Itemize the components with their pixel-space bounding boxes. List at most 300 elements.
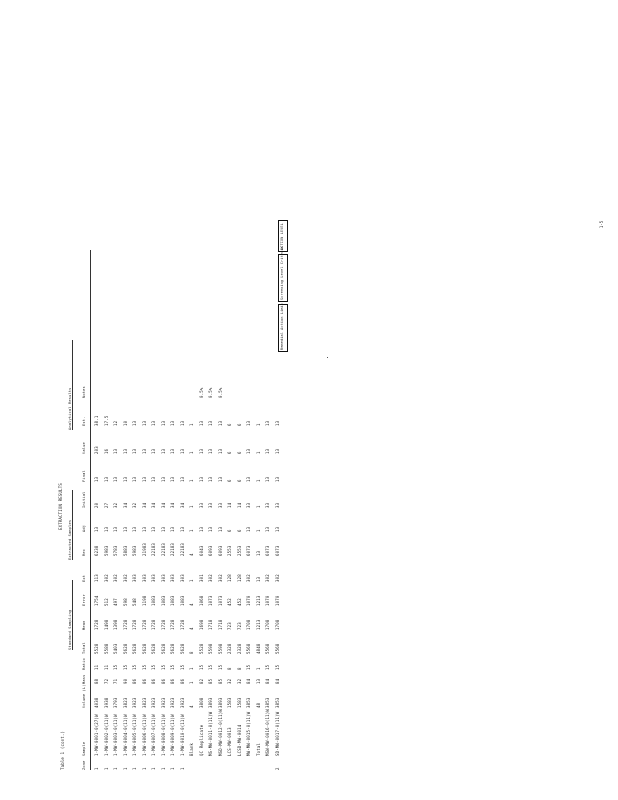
table-cell: 302 bbox=[103, 574, 109, 582]
table-cell: 13 bbox=[170, 420, 175, 426]
table-cell: 1728 bbox=[141, 619, 147, 630]
table-cell: 1 bbox=[122, 767, 128, 770]
table-cell: 13 bbox=[132, 476, 137, 482]
table-cell: 13 bbox=[170, 526, 175, 532]
table-cell: 1728 bbox=[122, 619, 128, 630]
table-cell: 1-MW-0007-0(11)W bbox=[151, 714, 156, 756]
table-cell: 15 bbox=[274, 664, 280, 670]
table-cell: 4038 bbox=[94, 697, 99, 708]
table-cell: 303 bbox=[179, 574, 185, 582]
table-cell: 1073 bbox=[217, 595, 223, 606]
table-cell: 84 bbox=[274, 678, 280, 684]
table-cell: 32 bbox=[113, 502, 118, 508]
table-cell: 33 bbox=[208, 502, 213, 508]
table-cell: 11 bbox=[94, 664, 99, 670]
table-cell: 6 bbox=[227, 451, 232, 454]
table-cell: 6073 bbox=[246, 545, 251, 556]
group-header-c: Analytical Results bbox=[68, 340, 73, 430]
table-cell: 13 bbox=[198, 420, 204, 426]
table-cell: 13 bbox=[274, 476, 280, 482]
table-cell: 723 bbox=[236, 622, 242, 630]
table-cell: 14 bbox=[227, 502, 232, 508]
table-cell: 3923 bbox=[132, 697, 137, 708]
table-cell: 302 bbox=[217, 574, 223, 582]
table-cell: 15 bbox=[151, 664, 156, 670]
table-cell: 8 bbox=[189, 651, 194, 654]
table-cell: 27 bbox=[103, 502, 109, 508]
table-cell: 5403 bbox=[113, 643, 118, 654]
table-cell: 1-MW-0008-0(11)W bbox=[160, 714, 166, 756]
table-cell: 1 bbox=[189, 423, 194, 426]
table-cell: 13 bbox=[217, 448, 223, 454]
table-cell: 13 bbox=[160, 476, 166, 482]
table-cell: 1 bbox=[255, 505, 261, 508]
table-cell: 512 bbox=[103, 598, 109, 606]
table-cell: 13 bbox=[274, 420, 280, 426]
column-header: Sample bbox=[82, 741, 86, 756]
table-cell: MW-MW-0015-0(11)W bbox=[246, 711, 251, 756]
table-cell: 13 bbox=[246, 476, 251, 482]
table-cell: 0.5% bbox=[217, 387, 223, 398]
table-cell: 17.5 bbox=[103, 415, 109, 426]
table-cell: 13 bbox=[255, 678, 261, 684]
table-cell: 128 bbox=[236, 574, 242, 582]
table-cell: 2 bbox=[274, 767, 280, 770]
table-cell: 598 bbox=[122, 598, 128, 606]
table-cell: 13 bbox=[274, 526, 280, 532]
table-cell: 6 bbox=[227, 479, 232, 482]
table-cell: 1 bbox=[189, 579, 194, 582]
table-cell: 1728 bbox=[179, 619, 185, 630]
table-cell: 15 bbox=[122, 664, 128, 670]
table-cell: 3823 bbox=[122, 697, 128, 708]
rotated-table bbox=[60, 210, 320, 770]
column-header: Ext bbox=[82, 574, 86, 582]
table-cell: 303 bbox=[151, 574, 156, 582]
table-cell: 13 bbox=[265, 448, 270, 454]
table-cell: 5628 bbox=[179, 643, 185, 654]
table-cell: 2328 bbox=[236, 643, 242, 654]
table-cell: 8 bbox=[236, 667, 242, 670]
table-cell: 1718 bbox=[208, 619, 213, 630]
column-header: Est. bbox=[82, 416, 86, 426]
table-cell: LCSD-MW-0014 bbox=[236, 724, 242, 756]
table-cell: 3923 bbox=[151, 697, 156, 708]
table-cell: 5568 bbox=[274, 643, 280, 654]
table-cell: 13 bbox=[255, 576, 261, 582]
table-cell: 1083 bbox=[170, 595, 175, 606]
table-cell: 13 bbox=[113, 448, 118, 454]
table-cell: 5568 bbox=[246, 643, 251, 654]
table-cell: 84 bbox=[265, 678, 270, 684]
table-title: EXTRACTION RESULTS bbox=[58, 483, 63, 530]
table-cell: 86 bbox=[132, 678, 137, 684]
table-cell: 3808 bbox=[198, 697, 204, 708]
table-cell: 5598 bbox=[208, 643, 213, 654]
group-header-a: Standard Sampling bbox=[68, 580, 73, 650]
table-cell: 13 bbox=[160, 420, 166, 426]
table-cell: 10 bbox=[122, 420, 128, 426]
table-cell: 5628 bbox=[132, 643, 137, 654]
table-cell: 33 bbox=[217, 502, 223, 508]
table-cell: 5528 bbox=[198, 643, 204, 654]
table-cell: 5588 bbox=[103, 643, 109, 654]
table-cell: 11 bbox=[103, 664, 109, 670]
table-cell: 13 bbox=[160, 526, 166, 532]
table-cell: 86 bbox=[179, 678, 185, 684]
table-cell: 1 bbox=[179, 767, 185, 770]
table-cell: 301 bbox=[198, 574, 204, 582]
table-cell: 303 bbox=[132, 574, 137, 582]
table-cell: 13 bbox=[151, 526, 156, 532]
table-cell: 34 bbox=[170, 502, 175, 508]
table-cell: 34 bbox=[151, 502, 156, 508]
table-cell: 5628 bbox=[170, 643, 175, 654]
table-cell: 1728 bbox=[94, 619, 99, 630]
table-cell: MSD-MW-0012-0(11)W bbox=[217, 709, 223, 756]
table-cell: 13 bbox=[122, 448, 128, 454]
table-cell: 71 bbox=[113, 678, 118, 684]
table-cell: 5628 bbox=[160, 643, 166, 654]
table-cell: 302 bbox=[246, 574, 251, 582]
table-cell: 0.5% bbox=[198, 387, 204, 398]
table-cell: 85 bbox=[208, 678, 213, 684]
table-cell: 12 bbox=[113, 420, 118, 426]
table-cell: 13 bbox=[179, 448, 185, 454]
table-cell: 82 bbox=[198, 678, 204, 684]
table-cell: 13 bbox=[122, 526, 128, 532]
table-cell: 13 bbox=[132, 420, 137, 426]
table-cell: 1 bbox=[255, 479, 261, 482]
table-cell: 21983 bbox=[141, 542, 147, 556]
table-cell: 1 bbox=[255, 451, 261, 454]
table-cell: 1 bbox=[113, 767, 118, 770]
table-cell: 452 bbox=[227, 598, 232, 606]
table-cell: 1213 bbox=[255, 595, 261, 606]
table-cell: 20 bbox=[94, 502, 99, 508]
table-cell: 6 bbox=[236, 451, 242, 454]
table-cell: 85 bbox=[217, 678, 223, 684]
table-cell: 1718 bbox=[217, 619, 223, 630]
table-cell: 13 bbox=[170, 476, 175, 482]
table-cell: 86 bbox=[141, 678, 147, 684]
table-cell: 1083 bbox=[160, 595, 166, 606]
table-cell: 1-MW-0003-0(11)W bbox=[113, 714, 118, 756]
table-cell: 6093 bbox=[208, 545, 213, 556]
table-cell: 1 bbox=[255, 667, 261, 670]
table-cell: 3793 bbox=[113, 697, 118, 708]
table-cell: 2328 bbox=[227, 643, 232, 654]
table-cell: Total bbox=[255, 742, 261, 756]
table-cell: 13 bbox=[246, 448, 251, 454]
table-cell: 13 bbox=[160, 448, 166, 454]
table-cell: 13 bbox=[217, 476, 223, 482]
table-cell: 13 bbox=[265, 526, 270, 532]
table-cell: 1 bbox=[170, 767, 175, 770]
table-cell: 1 bbox=[255, 423, 261, 426]
table-cell: 13 bbox=[132, 526, 137, 532]
table-cell: 1728 bbox=[151, 619, 156, 630]
table-cell: 13 bbox=[274, 448, 280, 454]
table-cell: 32 bbox=[236, 678, 242, 684]
table-cell: 1754 bbox=[94, 595, 99, 606]
table-cell: 3853 bbox=[265, 697, 270, 708]
table-cell: 13 bbox=[217, 420, 223, 426]
table-cell: 1070 bbox=[246, 595, 251, 606]
table-cell: 1198 bbox=[141, 595, 147, 606]
table-cell: 15 bbox=[208, 664, 213, 670]
column-header: Adj bbox=[82, 524, 86, 532]
column-header: Notes bbox=[82, 386, 86, 398]
table-cell: 48 bbox=[255, 702, 261, 708]
table-cell: 1-MW-0010-0(11)W bbox=[179, 714, 185, 756]
table-cell: 22183 bbox=[151, 542, 156, 556]
table-cell: 1-MW-0006-0(11)W bbox=[141, 714, 147, 756]
table-cell: 1498 bbox=[103, 619, 109, 630]
table-label: Table 1 (cont.) bbox=[60, 730, 65, 770]
table-cell: 13 bbox=[141, 476, 147, 482]
table-cell: 13 bbox=[151, 420, 156, 426]
table-cell: 13 bbox=[198, 476, 204, 482]
table-cell: 1398 bbox=[113, 619, 118, 630]
table-cell: 6073 bbox=[265, 545, 270, 556]
table-cell: 15 bbox=[113, 664, 118, 670]
table-cell: 1 bbox=[189, 451, 194, 454]
table-cell: 4848 bbox=[255, 643, 261, 654]
table-cell: 3923 bbox=[170, 697, 175, 708]
table-cell: 5628 bbox=[151, 643, 156, 654]
table-cell: 13 bbox=[103, 476, 109, 482]
column-header: Volume (L) bbox=[82, 684, 86, 708]
table-cell: 15 bbox=[246, 664, 251, 670]
table-cell: 1708 bbox=[246, 619, 251, 630]
table-cell: 13 bbox=[208, 420, 213, 426]
column-header: Mass bbox=[82, 674, 86, 684]
table-cell: 1083 bbox=[179, 595, 185, 606]
table-cell: 13 bbox=[217, 526, 223, 532]
table-cell: 548 bbox=[132, 598, 137, 606]
table-cell: 13 bbox=[265, 420, 270, 426]
table-cell: 1 bbox=[255, 529, 261, 532]
speck bbox=[327, 357, 328, 358]
table-cell: 1 bbox=[189, 667, 194, 670]
table-cell: 3923 bbox=[179, 697, 185, 708]
table-cell: 34 bbox=[160, 502, 166, 508]
table-cell: 5598 bbox=[217, 643, 223, 654]
table-cell: 113 bbox=[94, 574, 99, 582]
table-cell: 2553 bbox=[227, 545, 232, 556]
table-cell: 1213 bbox=[255, 619, 261, 630]
table-cell: 1 bbox=[189, 681, 194, 684]
table-cell: 6238 bbox=[94, 545, 99, 556]
column-header: Mean bbox=[82, 620, 86, 630]
table-cell: 1-MW-0004-0(11)W bbox=[122, 714, 128, 756]
table-cell: 302 bbox=[208, 574, 213, 582]
table-cell: 6 bbox=[236, 479, 242, 482]
table-cell: 4 bbox=[189, 603, 194, 606]
table-cell: 33 bbox=[274, 502, 280, 508]
table-cell: 1-MW-0001-0(27)W bbox=[94, 714, 99, 756]
table-cell: 1 bbox=[189, 479, 194, 482]
table-cell: 13 bbox=[113, 526, 118, 532]
table-cell: 3853 bbox=[274, 697, 280, 708]
table-cell: LCS-MW-0013 bbox=[227, 727, 232, 756]
table-cell: 1 bbox=[132, 767, 137, 770]
legend-box-2: Screening Level Criteria bbox=[278, 254, 288, 302]
table-cell: 452 bbox=[236, 598, 242, 606]
table-cell: 1 bbox=[189, 505, 194, 508]
column-header: Rec bbox=[82, 548, 86, 556]
table-cell: 1728 bbox=[170, 619, 175, 630]
column-header: Final bbox=[82, 470, 86, 482]
table-cell: 302 bbox=[274, 574, 280, 582]
table-cell: 15 bbox=[141, 664, 147, 670]
table-cell: 1728 bbox=[160, 619, 166, 630]
table-cell: 15 bbox=[217, 664, 223, 670]
legend-box-1: Remedial Action Limit bbox=[278, 304, 288, 352]
table-cell: SD-MW-0017-0(11)W bbox=[274, 711, 280, 756]
table-cell: 15 bbox=[198, 664, 204, 670]
table-cell: 1083 bbox=[151, 595, 156, 606]
table-cell: 1073 bbox=[208, 595, 213, 606]
table-cell: 4 bbox=[189, 627, 194, 630]
table-cell: 13 bbox=[246, 526, 251, 532]
column-header: Initial bbox=[82, 491, 86, 508]
table-cell: MSW-MW-0016-0(11)W bbox=[265, 709, 270, 756]
table-cell: 13 bbox=[151, 476, 156, 482]
table-cell: 13 bbox=[141, 526, 147, 532]
table-cell: 1583 bbox=[227, 697, 232, 708]
table-cell: 15 bbox=[160, 664, 166, 670]
table-cell: 13 bbox=[103, 526, 109, 532]
column-header: Zone bbox=[82, 760, 86, 770]
table-cell: 13 bbox=[94, 526, 99, 532]
table-cell: 1068 bbox=[198, 595, 204, 606]
table-cell: 84 bbox=[246, 678, 251, 684]
column-header: Value bbox=[82, 442, 86, 454]
table-cell: 303 bbox=[170, 574, 175, 582]
table-cell: 13 bbox=[179, 526, 185, 532]
table-cell: 6093 bbox=[217, 545, 223, 556]
table-cell: 34 bbox=[141, 502, 147, 508]
table-cell: 1-MW-0005-0(11)W bbox=[132, 714, 137, 756]
table-cell: 303 bbox=[141, 574, 147, 582]
table-cell: 5568 bbox=[265, 643, 270, 654]
table-cell: 0.5% bbox=[208, 387, 213, 398]
table-cell: 13 bbox=[198, 448, 204, 454]
table-cell: 13 bbox=[151, 448, 156, 454]
table-cell: 4 bbox=[189, 553, 194, 556]
table-cell: 6073 bbox=[274, 545, 280, 556]
table-cell: 22183 bbox=[179, 542, 185, 556]
table-cell: 32 bbox=[227, 678, 232, 684]
table-cell: 15 bbox=[132, 664, 137, 670]
table-cell: 16 bbox=[103, 448, 109, 454]
table-cell: 13 bbox=[122, 476, 128, 482]
table-cell: 86 bbox=[160, 678, 166, 684]
table-cell: 302 bbox=[265, 574, 270, 582]
table-cell: Blank bbox=[189, 742, 194, 756]
table-cell: 3893 bbox=[217, 697, 223, 708]
table-cell: 5528 bbox=[94, 643, 99, 654]
table-cell: 6 bbox=[236, 423, 242, 426]
table-cell: 3853 bbox=[246, 697, 251, 708]
table-cell: 302 bbox=[122, 574, 128, 582]
table-cell: 13 bbox=[170, 448, 175, 454]
table-cell: 32 bbox=[132, 502, 137, 508]
column-header: Ratio bbox=[82, 658, 86, 670]
table-cell: 1 bbox=[94, 767, 99, 770]
table-cell: 33 bbox=[246, 502, 251, 508]
table-cell: 1708 bbox=[274, 619, 280, 630]
table-cell: 3923 bbox=[160, 697, 166, 708]
table-cell: 38.1 bbox=[94, 415, 99, 426]
table-cell: 5983 bbox=[103, 545, 109, 556]
page-number: 1-5 bbox=[599, 220, 605, 229]
table-cell: 5628 bbox=[141, 643, 147, 654]
table-cell: QC Replicate bbox=[198, 724, 204, 756]
table-cell: 33 bbox=[198, 502, 204, 508]
table-cell: 1070 bbox=[265, 595, 270, 606]
table-cell: 1698 bbox=[198, 619, 204, 630]
table-cell: 6 bbox=[227, 529, 232, 532]
table-cell: 22183 bbox=[160, 542, 166, 556]
table-cell: 497 bbox=[113, 598, 118, 606]
table-cell: 303 bbox=[160, 574, 166, 582]
table-cell: 13 bbox=[179, 476, 185, 482]
table-cell: 6 bbox=[236, 529, 242, 532]
table-cell: 13 bbox=[132, 448, 137, 454]
table-cell: 13 bbox=[208, 476, 213, 482]
header-rule bbox=[90, 250, 91, 770]
table-cell: 13 bbox=[179, 420, 185, 426]
table-cell: 88 bbox=[94, 678, 99, 684]
column-header: Total bbox=[82, 642, 86, 654]
table-cell: 3893 bbox=[208, 697, 213, 708]
table-cell: 1708 bbox=[265, 619, 270, 630]
table-cell: 723 bbox=[227, 622, 232, 630]
table-cell: 13 bbox=[208, 526, 213, 532]
table-cell: 1-MW-0002-0(11)W bbox=[103, 714, 109, 756]
table-cell: 6 bbox=[227, 423, 232, 426]
group-header-b: Extracted Samples bbox=[68, 490, 73, 560]
table-cell: 2553 bbox=[236, 545, 242, 556]
table-cell: 14 bbox=[236, 502, 242, 508]
table-cell: 13 bbox=[265, 476, 270, 482]
table-cell: 86 bbox=[151, 678, 156, 684]
table-cell: 13 bbox=[113, 476, 118, 482]
table-cell: 5983 bbox=[132, 545, 137, 556]
table-cell: 86 bbox=[170, 678, 175, 684]
table-cell: 13 bbox=[141, 448, 147, 454]
table-cell: 1 bbox=[103, 767, 109, 770]
table-cell: 1 bbox=[151, 767, 156, 770]
table-cell: 203 bbox=[94, 446, 99, 454]
table-cell: 15 bbox=[170, 664, 175, 670]
table-cell: 34 bbox=[122, 502, 128, 508]
table-cell: 13 bbox=[255, 550, 261, 556]
column-header: Error bbox=[82, 594, 86, 606]
table-cell: 4 bbox=[189, 705, 194, 708]
table-cell: 90 bbox=[122, 678, 128, 684]
table-cell: 13 bbox=[141, 420, 147, 426]
table-cell: 15 bbox=[179, 664, 185, 670]
table-cell: 72 bbox=[103, 678, 109, 684]
table-cell: 13 bbox=[198, 526, 204, 532]
legend-box-3: ACTION LEVEL bbox=[278, 220, 288, 252]
table-cell: 34 bbox=[179, 502, 185, 508]
table-cell: 8 bbox=[227, 667, 232, 670]
